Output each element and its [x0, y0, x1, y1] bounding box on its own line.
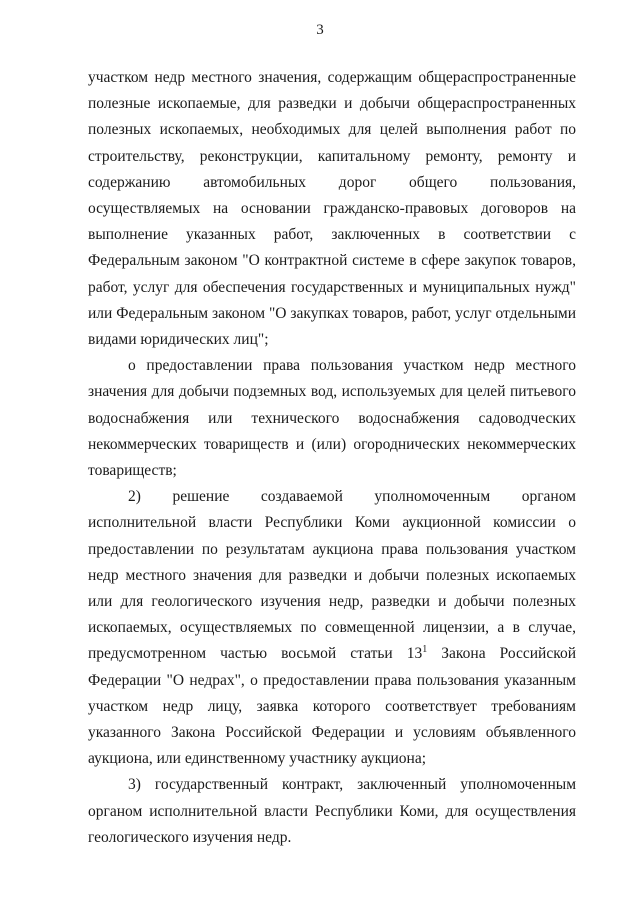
paragraph-auction-decision: [88, 484, 576, 772]
document-body: [88, 65, 576, 851]
paragraph-state-contract: 3) государственный контракт, заключенный уполномоченным органом исполнительной власти Республики Коми, для осуществления геологического изучения недр.: [88, 776, 576, 846]
page-number: 3: [316, 22, 324, 38]
paragraph-auction-decision-part2: Закона Российской Федерации "О недрах", о предоставлении права пользования указанным участком недр лицу, заявка которого соответствует требованиям указанного Закона Российской Федерации и условиям объявленного аукциона, или единственному участнику аукциона;: [88, 645, 577, 768]
paragraph-groundwater: о предоставлении права пользования участком недр местного значения для добычи подземных вод, используемых для целей питьевого водоснабжения или технического водоснабжения садоводческих некоммерческих товариществ и (или) огороднических некоммерческих товариществ;: [88, 357, 576, 480]
paragraph-auction-decision-part1: 2) решение создаваемой уполномоченным органом исполнительной власти Республики Коми аукционной комиссии о предоставлении по результатам аукциона права пользования участком недр местного значения для разведки и добычи полезных ископаемых или для геологического изучения недр, разведки и добычи полезных ископаемых, осуществляемых по совмещенной лицензии, а в случае, предусмотренном частью восьмой статьи 13: [88, 488, 576, 663]
paragraph-continuation: участком недр местного значения, содержащим общераспространенные полезные ископаемые, для разведки и добычи общераспространенных полезных ископаемых, необходимых для целей выполнения работ по строительству, реконструкции, капитальному ремонту, ремонту и содержанию автомобильных дорог общего пользования, осуществляемых на основании гражданско-правовых договоров на выполнение указанных работ, заключенных в соответствии с Федеральным законом "О контрактной системе в сфере закупок товаров, работ, услуг для обеспечения государственных и муниципальных нужд" или Федеральным законом "О закупках товаров, работ, услуг отдельными видами юридических лиц";: [88, 69, 576, 349]
superscript-article: 1: [422, 644, 428, 656]
